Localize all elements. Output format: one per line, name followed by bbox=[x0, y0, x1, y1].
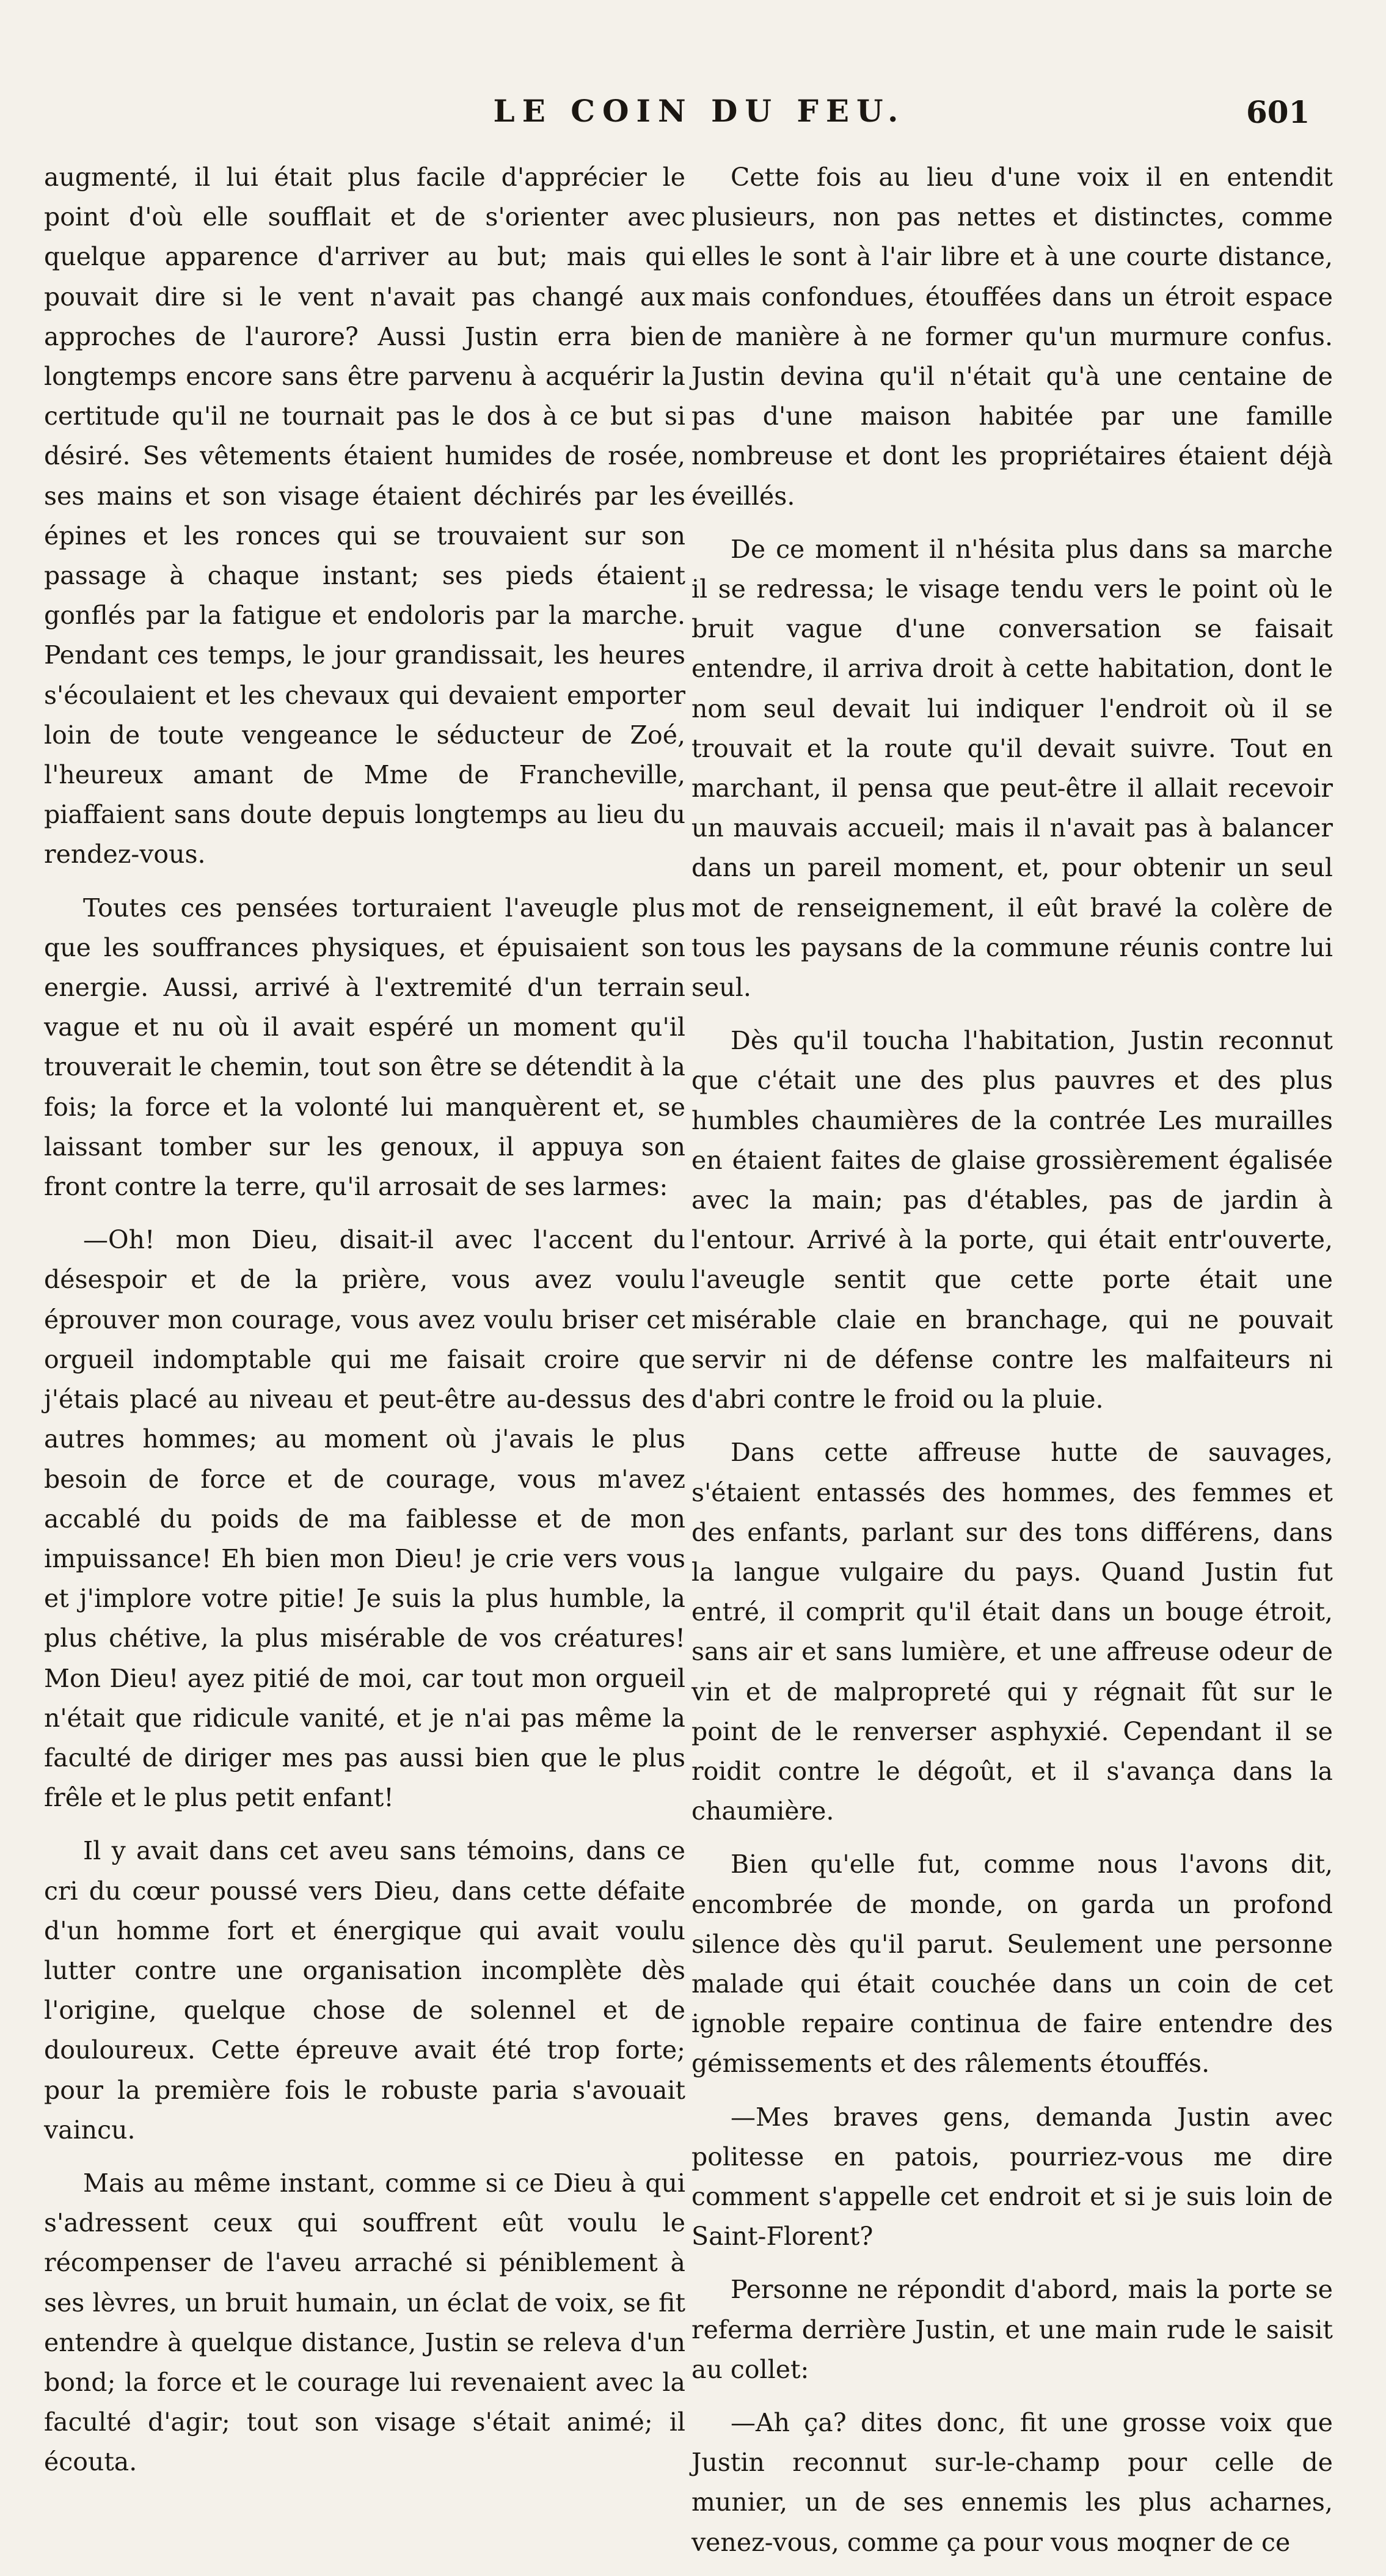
paragraph: Mais au même instant, comme si ce Dieu à qui s'adressent ceux qui souffrent eût voulu le récompenser de l'aveu arraché si péniblement à ses lèvres, un bruit humain, un éclat de voix, se fit entendre à quelque distance, Justin se releva d'un bond; la force et le courage lui revenaient avec la faculté d'agir; tout son visage s'était animé; il écouta. bbox=[44, 2168, 685, 2477]
paragraph: —Ah ça? dites donc, fit une grosse voix que Justin reconnut sur-le-champ pour celle de munier, un de ses ennemis les plus acharnes, venez-vous, comme ça pour vous moqner de ce bbox=[691, 2407, 1333, 2557]
running-title: LE COIN DU FEU. bbox=[493, 93, 906, 129]
left-column bbox=[44, 158, 685, 2496]
paragraph: —Mes braves gens, demanda Justin avec politesse en patois, pourriez-vous me dire comment s'appelle cet endroit et si je suis loin de Saint-Florent? bbox=[691, 2102, 1333, 2252]
paragraph: Personne ne répondit d'abord, mais la porte se referma derrière Justin, et une main rude le saisit au collet: bbox=[691, 2275, 1333, 2384]
paragraph: Dès qu'il toucha l'habitation, Justin reconnut que c'était une des plus pauvres et des plus humbles chaumières de la contrée Les murailles en étaient faites de glaise grossièrement égalisée avec la main; pas d'étables, pas de jardin à l'entour. Arrivé à la porte, qui était entr'ouverte, l'aveugle sentit que cette porte était une misérable claie en branchage, qui ne pouvait servir ni de défense contre les malfaiteurs ni d'abri contre le froid ou la pluie. bbox=[691, 1026, 1333, 1414]
paragraph: Bien qu'elle fut, comme nous l'avons dit, encombrée de monde, on garda un profond silence dès qu'il parut. Seulement une personne malade qui était couchée dans un coin de cet ignoble repaire continua de faire entendre des gémissements et des râlements étouffés. bbox=[691, 1850, 1333, 2079]
paragraph: Toutes ces pensées torturaient l'aveugle plus que les souffrances physiques, et épuisaient son energie. Aussi, arrivé à l'extremité d'un terrain vague et nu où il avait espéré un moment qu'il trouverait le chemin, tout son être se détendit à la fois; la force et la volonté lui manquèrent et, se laissant tomber sur les genoux, il appuya son front contre la terre, qu'il arrosait de ses larmes: bbox=[44, 893, 685, 1202]
paragraph: Il y avait dans cet aveu sans témoins, dans ce cri du cœur poussé vers Dieu, dans cette défaite d'un homme fort et énergique qui avait voulu lutter contre une organisation incomplète dès l'origine, quelque chose de solennel et de douloureux. Cette épreuve avait été trop forte; pour la première fois le robuste paria s'avouait vaincu. bbox=[44, 1836, 685, 2145]
paragraph: —Oh! mon Dieu, disait-il avec l'accent du désespoir et de la prière, vous avez voulu éprouver mon courage, vous avez voulu briser cet orgueil indomptable qui me faisait croire que j'étais placé au niveau et peut-être au-dessus des autres hommes; au moment où j'avais le plus besoin de force et de courage, vous m'avez accablé du poids de ma faiblesse et de mon impuissance! Eh bien mon Dieu! je crie vers vous et j'implore votre pitie! Je suis la plus humble, la plus chétive, la plus misérable de vos créatures! Mon Dieu! ayez pitié de moi, car tout mon orgueil n'était que ridicule vanité, et je n'ai pas même la faculté de diriger mes pas aussi bien que le plus frêle et le plus petit enfant! bbox=[44, 1225, 685, 1813]
paragraph: Cette fois au lieu d'une voix il en entendit plusieurs, non pas nettes et distinctes, comme elles le sont à l'air libre et à une courte distance, mais confondues, étouffées dans un étroit espace de manière à ne former qu'un murmure confus. Justin devina qu'il n'était qu'à une centaine de pas d'une maison habitée par une famille nombreuse et dont les propriétaires étaient déjà éveillés. bbox=[691, 163, 1333, 511]
page-number: 601 bbox=[1246, 94, 1310, 130]
right-column bbox=[691, 158, 1333, 2576]
paragraph: De ce moment il n'hésita plus dans sa marche il se redressa; le visage tendu vers le point où le bruit vague d'une conversation se faisait entendre, il arriva droit à cette habitation, dont le nom seul devait lui indiquer l'endroit où il se trouvait et la route qu'il devait suivre. Tout en marchant, il pensa que peut-être il allait recevoir un mauvais accueil; mais il n'avait pas à balancer dans un pareil moment, et, pour obtenir un seul mot de renseignement, il eût bravé la colère de tous les paysans de la commune réunis contre lui seul. bbox=[691, 534, 1333, 1003]
paragraph: Dans cette affreuse hutte de sauvages, s'étaient entassés des hommes, des femmes et des enfants, parlant sur des tons différens, dans la langue vulgaire du pays. Quand Justin fut entré, il comprit qu'il était dans un bouge étroit, sans air et sans lumière, et une affreuse odeur de vin et de malpropreté qui y régnait fût sur le point de le renverser asphyxié. Cependant il se roidit contre le dégoût, et il s'avança dans la chaumière. bbox=[691, 1438, 1333, 1826]
paragraph: augmenté, il lui était plus facile d'apprécier le point d'où elle soufflait et de s'orienter avec quelque apparence d'arriver au but; mais qui pouvait dire si le vent n'avait pas changé aux approches de l'aurore? Aussi Justin erra bien longtemps encore sans être parvenu à acquérir la certitude qu'il ne tournait pas le dos à ce but si désiré. Ses vêtements étaient humides de rosée, ses mains et son visage étaient déchirés par les épines et les ronces qui se trouvaient sur son passage à chaque instant; ses pieds étaient gonflés par la fatigue et endoloris par la marche. Pendant ces temps, le jour grandissait, les heures s'écoulaient et les chevaux qui devaient emporter loin de toute vengeance le séducteur de Zoé, l'heureux amant de Mme de Francheville, piaffaient sans doute depuis longtemps au lieu du rendez-vous. bbox=[44, 163, 685, 869]
